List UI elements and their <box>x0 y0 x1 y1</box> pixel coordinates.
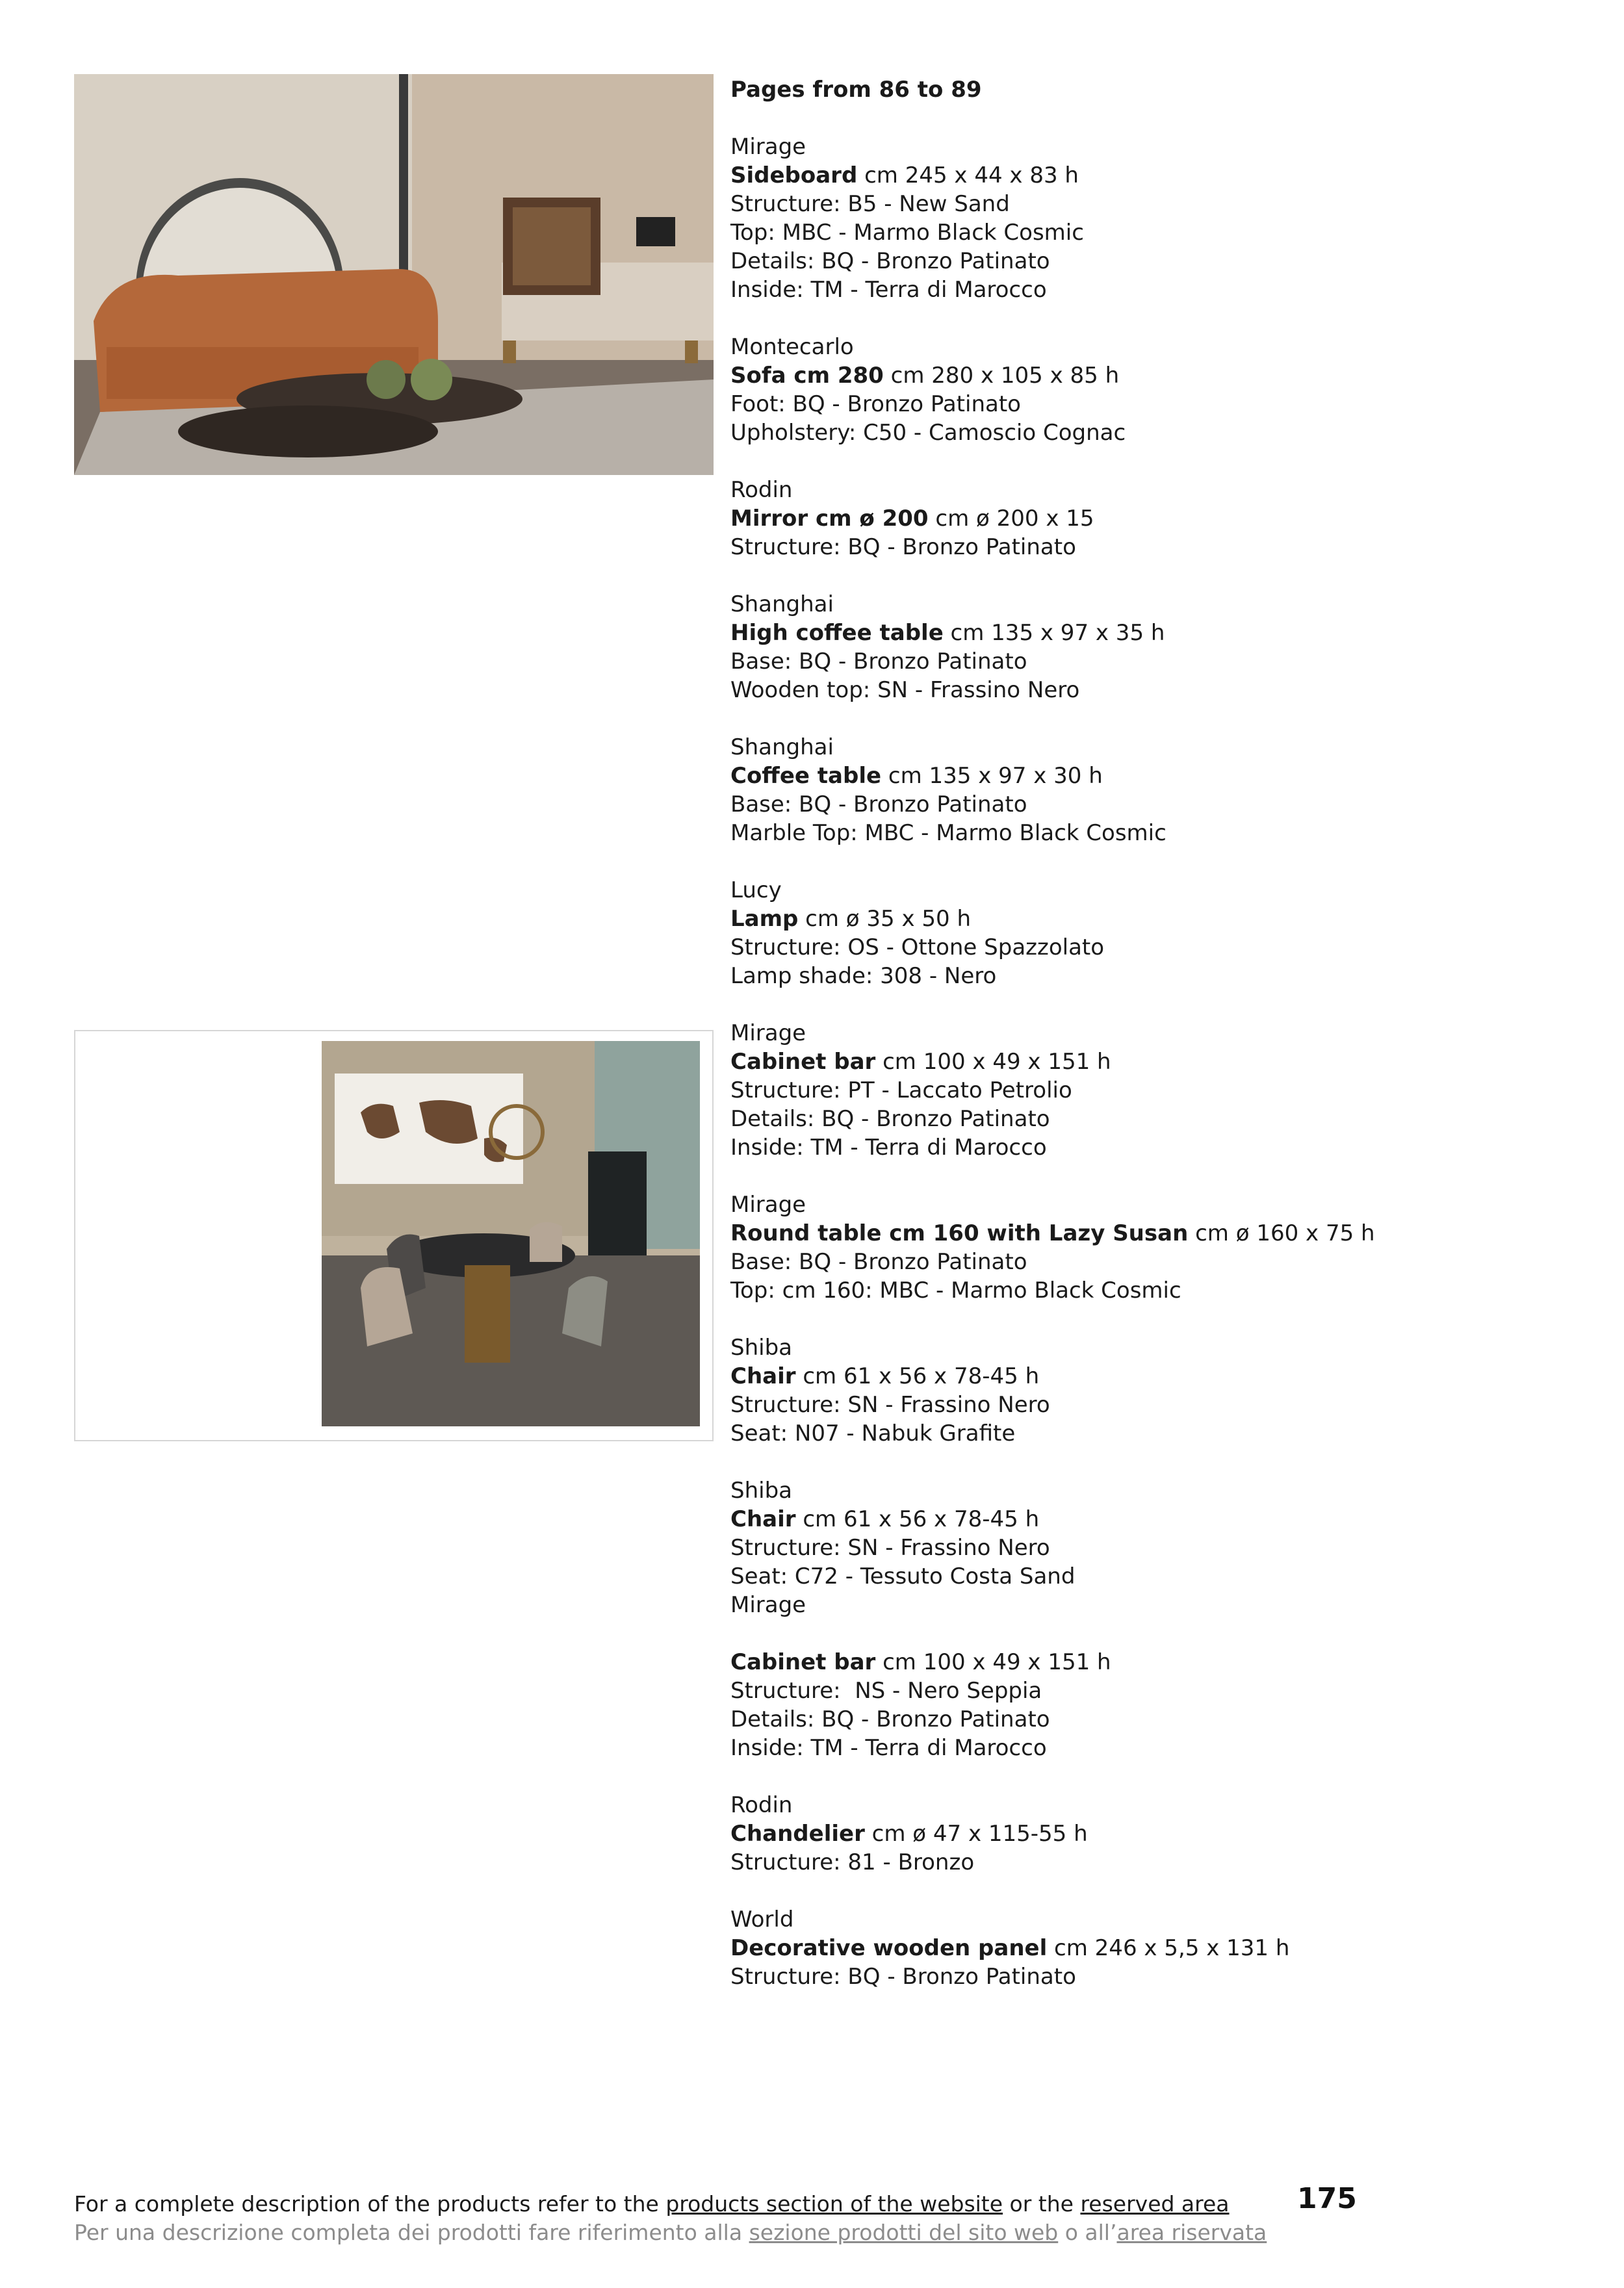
product-name-line <box>730 1048 1575 1076</box>
product-name-line <box>730 1219 1575 1248</box>
product-dimensions: cm 135 x 97 x 35 h <box>943 620 1165 646</box>
product-name: Lamp <box>730 906 799 932</box>
product-spec: Mirage <box>730 1592 806 1618</box>
product-name-line <box>730 161 1575 190</box>
product-block <box>730 1333 1575 1448</box>
product-dimensions: cm 246 x 5,5 x 131 h <box>1047 1935 1290 1961</box>
product-spec: Details: BQ - Bronzo Patinato <box>730 1706 1050 1732</box>
footer-en-mid: or the <box>1003 2191 1081 2217</box>
product-dimensions: cm ø 200 x 15 <box>928 506 1094 532</box>
product-collection: World <box>730 1907 794 1933</box>
page-number: 175 <box>1297 2182 1357 2215</box>
product-collection: Rodin <box>730 477 793 503</box>
product-collection: Shanghai <box>730 734 834 760</box>
product-spec: Top: MBC - Marmo Black Cosmic <box>730 220 1084 246</box>
product-spec: Wooden top: SN - Frassino Nero <box>730 677 1080 703</box>
product-block <box>730 1476 1575 1619</box>
product-spec: Seat: N07 - Nabuk Grafite <box>730 1420 1016 1446</box>
product-spec: Top: cm 160: MBC - Marmo Black Cosmic <box>730 1278 1181 1304</box>
product-spec: Details: BQ - Bronzo Patinato <box>730 1106 1050 1132</box>
product-name: Chandelier <box>730 1821 865 1847</box>
product-name: High coffee table <box>730 620 944 646</box>
product-spec: Base: BQ - Bronzo Patinato <box>730 649 1027 675</box>
page-range-heading: Pages from 86 to 89 <box>730 77 982 103</box>
product-name-line <box>730 1819 1575 1848</box>
product-dimensions: cm 135 x 97 x 30 h <box>881 763 1103 789</box>
product-spec: Details: BQ - Bronzo Patinato <box>730 248 1050 274</box>
product-name-line <box>730 504 1575 533</box>
product-name-line <box>730 619 1575 647</box>
product-collection: Shiba <box>730 1478 792 1504</box>
product-spec: Seat: C72 - Tessuto Costa Sand <box>730 1563 1076 1589</box>
product-dimensions: cm ø 35 x 50 h <box>798 906 972 932</box>
product-dimensions: cm 61 x 56 x 78-45 h <box>795 1506 1040 1532</box>
footer-en-text: For a complete description of the products refer to the <box>74 2191 666 2217</box>
product-spec: Base: BQ - Bronzo Patinato <box>730 1249 1027 1275</box>
product-name: Cabinet bar <box>730 1049 876 1075</box>
dining-room-photo <box>322 1041 700 1426</box>
product-spec: Structure: NS - Nero Seppia <box>730 1678 1042 1704</box>
product-spec: Structure: SN - Frassino Nero <box>730 1392 1050 1418</box>
footer-italian <box>74 2218 1569 2247</box>
product-block <box>730 1791 1575 1877</box>
living-room-photo <box>74 74 714 475</box>
product-spec: Base: BQ - Bronzo Patinato <box>730 791 1027 817</box>
product-name-line <box>730 361 1575 390</box>
product-name: Cabinet bar <box>730 1649 876 1675</box>
product-collection: Mirage <box>730 1192 806 1218</box>
product-name: Mirror cm ø 200 <box>730 506 929 532</box>
footer-it-mid: o all’ <box>1058 2220 1117 2245</box>
area-riservata-link[interactable]: area riservata <box>1116 2220 1267 2245</box>
reserved-area-link[interactable]: reserved area <box>1080 2191 1230 2217</box>
product-block <box>730 333 1575 447</box>
product-spec: Marble Top: MBC - Marmo Black Cosmic <box>730 820 1166 846</box>
product-collection: Shiba <box>730 1335 792 1361</box>
product-dimensions: cm ø 160 x 75 h <box>1188 1220 1375 1246</box>
product-name: Sofa cm 280 <box>730 363 884 389</box>
product-name-line <box>730 762 1575 790</box>
product-spec: Upholstery: C50 - Camoscio Cognac <box>730 420 1126 446</box>
product-dimensions: cm 245 x 44 x 83 h <box>857 162 1079 188</box>
product-spec: Structure: BQ - Bronzo Patinato <box>730 534 1076 560</box>
product-name-line <box>730 1934 1575 1962</box>
product-name-line <box>730 1362 1575 1391</box>
sezione-prodotti-link[interactable]: sezione prodotti del sito web <box>749 2220 1059 2245</box>
product-name: Coffee table <box>730 763 882 789</box>
product-list <box>730 133 1575 1991</box>
product-spec: Inside: TM - Terra di Marocco <box>730 1135 1047 1161</box>
product-block <box>730 133 1575 304</box>
product-name-line <box>730 905 1575 933</box>
product-dimensions: cm 100 x 49 x 151 h <box>875 1649 1111 1675</box>
product-spec: Foot: BQ - Bronzo Patinato <box>730 391 1021 417</box>
product-dimensions: cm 100 x 49 x 151 h <box>875 1049 1111 1075</box>
product-details <box>730 75 1575 2020</box>
product-collection: Rodin <box>730 1792 793 1818</box>
product-block <box>730 1905 1575 1991</box>
product-name: Decorative wooden panel <box>730 1935 1048 1961</box>
product-spec: Lamp shade: 308 - Nero <box>730 963 997 989</box>
product-name: Chair <box>730 1506 796 1532</box>
product-spec: Inside: TM - Terra di Marocco <box>730 1735 1047 1761</box>
product-name: Round table cm 160 with Lazy Susan <box>730 1220 1189 1246</box>
product-block <box>730 1648 1575 1762</box>
product-collection: Montecarlo <box>730 334 854 360</box>
product-name-line <box>730 1505 1575 1534</box>
product-spec: Structure: PT - Laccato Petrolio <box>730 1077 1072 1103</box>
product-block <box>730 1190 1575 1305</box>
product-block <box>730 876 1575 990</box>
product-spec: Inside: TM - Terra di Marocco <box>730 277 1047 303</box>
product-block <box>730 733 1575 847</box>
product-name-line <box>730 1648 1575 1677</box>
product-collection: Mirage <box>730 134 806 160</box>
product-collection: Mirage <box>730 1020 806 1046</box>
product-spec: Structure: 81 - Bronzo <box>730 1849 975 1875</box>
product-dimensions: cm 61 x 56 x 78-45 h <box>795 1363 1040 1389</box>
product-dimensions: cm ø 47 x 115-55 h <box>864 1821 1088 1847</box>
product-dimensions: cm 280 x 105 x 85 h <box>883 363 1120 389</box>
product-name: Chair <box>730 1363 796 1389</box>
product-block <box>730 1019 1575 1162</box>
product-collection: Lucy <box>730 877 782 903</box>
product-block <box>730 476 1575 561</box>
footer-it-text: Per una descrizione completa dei prodotti fare riferimento alla <box>74 2220 749 2245</box>
product-collection: Shanghai <box>730 591 834 617</box>
product-spec: Structure: B5 - New Sand <box>730 191 1010 217</box>
product-block <box>730 590 1575 704</box>
products-website-link[interactable]: products section of the website <box>665 2191 1003 2217</box>
product-spec: Structure: OS - Ottone Spazzolato <box>730 934 1105 960</box>
product-spec: Structure: BQ - Bronzo Patinato <box>730 1964 1076 1990</box>
product-name: Sideboard <box>730 162 858 188</box>
product-spec: Structure: SN - Frassino Nero <box>730 1535 1050 1561</box>
